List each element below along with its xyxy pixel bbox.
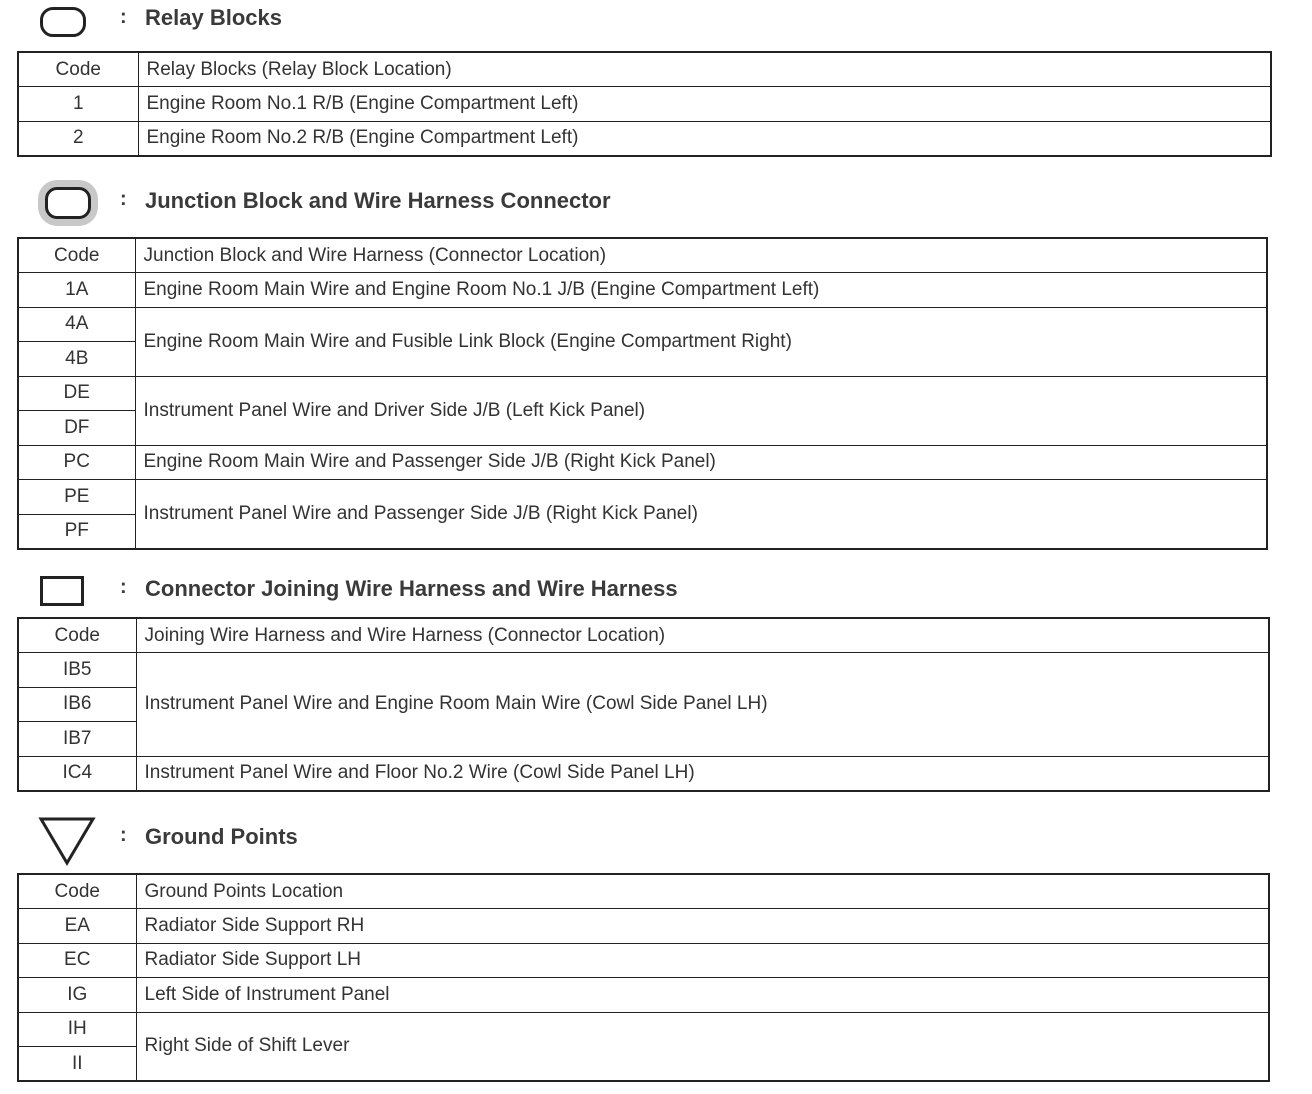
- section-header-junction-block: [0, 178, 1300, 222]
- table-row: [18, 273, 1267, 308]
- ground-point-triangle-icon: [38, 816, 96, 866]
- table-row: [18, 307, 1267, 342]
- code-cell: EC: [18, 943, 136, 978]
- table-header-row: [18, 238, 1267, 273]
- location-cell: Instrument Panel Wire and Driver Side J/B (Left Kick Panel): [135, 376, 1267, 445]
- section-title: Connector Joining Wire Harness and Wire Harness: [145, 576, 678, 601]
- code-header: Code: [18, 618, 136, 653]
- location-cell: Engine Room No.2 R/B (Engine Compartment Left): [138, 121, 1271, 156]
- table-row: [18, 978, 1269, 1013]
- connector-joining-table: [17, 617, 1270, 792]
- table-row: [18, 653, 1269, 688]
- location-header: Joining Wire Harness and Wire Harness (Connector Location): [136, 618, 1269, 653]
- location-cell: Engine Room Main Wire and Passenger Side J/B (Right Kick Panel): [135, 445, 1267, 480]
- location-header: Junction Block and Wire Harness (Connector Location): [135, 238, 1267, 273]
- location-header: Ground Points Location: [136, 874, 1269, 909]
- code-cell: 1: [18, 87, 138, 122]
- table-row: [18, 87, 1271, 122]
- location-header: Relay Blocks (Relay Block Location): [138, 52, 1271, 87]
- code-cell: IG: [18, 978, 136, 1013]
- location-cell: Right Side of Shift Lever: [136, 1012, 1269, 1081]
- code-cell: DE: [18, 376, 135, 411]
- code-header: Code: [18, 238, 135, 273]
- header-colon: :: [120, 6, 127, 28]
- code-cell: EA: [18, 909, 136, 944]
- table-header-row: [18, 618, 1269, 653]
- junction-block-table: [17, 237, 1268, 550]
- code-cell: PC: [18, 445, 135, 480]
- section-header-relay-blocks: [0, 0, 1300, 44]
- header-colon: :: [120, 824, 127, 846]
- table-row: [18, 909, 1269, 944]
- code-header: Code: [18, 52, 138, 87]
- code-cell: 4B: [18, 342, 135, 377]
- code-cell: PE: [18, 480, 135, 515]
- section-header-ground-points: [0, 812, 1300, 856]
- code-cell: IC4: [18, 756, 136, 791]
- section-title: Ground Points: [145, 824, 298, 849]
- relay-block-symbol-icon: [40, 7, 86, 37]
- section-header-connector-joining: [0, 566, 1300, 610]
- code-cell: II: [18, 1047, 136, 1082]
- table-row: [18, 376, 1267, 411]
- code-cell: 1A: [18, 273, 135, 308]
- code-cell: IB7: [18, 722, 136, 757]
- table-row: [18, 480, 1267, 515]
- table-header-row: [18, 874, 1269, 909]
- ground-points-table: [17, 873, 1270, 1082]
- location-cell: Engine Room No.1 R/B (Engine Compartment Left): [138, 87, 1271, 122]
- header-colon: :: [120, 576, 127, 598]
- code-cell: IB5: [18, 653, 136, 688]
- code-header: Code: [18, 874, 136, 909]
- location-cell: Instrument Panel Wire and Floor No.2 Wire (Cowl Side Panel LH): [136, 756, 1269, 791]
- junction-block-symbol-icon: [45, 187, 91, 219]
- table-row: [18, 121, 1271, 156]
- location-cell: Radiator Side Support LH: [136, 943, 1269, 978]
- table-row: [18, 445, 1267, 480]
- table-row: [18, 1012, 1269, 1047]
- location-cell: Instrument Panel Wire and Engine Room Main Wire (Cowl Side Panel LH): [136, 653, 1269, 757]
- code-cell: 2: [18, 121, 138, 156]
- code-cell: DF: [18, 411, 135, 446]
- section-title: Relay Blocks: [145, 5, 282, 30]
- location-cell: Left Side of Instrument Panel: [136, 978, 1269, 1013]
- table-row: [18, 756, 1269, 791]
- relay-blocks-table: [17, 51, 1272, 157]
- code-cell: 4A: [18, 307, 135, 342]
- section-title: Junction Block and Wire Harness Connector: [145, 188, 611, 213]
- table-header-row: [18, 52, 1271, 87]
- connector-symbol-icon: [40, 576, 84, 606]
- location-cell: Instrument Panel Wire and Passenger Side J/B (Right Kick Panel): [135, 480, 1267, 549]
- table-row: [18, 943, 1269, 978]
- code-cell: IB6: [18, 687, 136, 722]
- header-colon: :: [120, 188, 127, 210]
- location-cell: Radiator Side Support RH: [136, 909, 1269, 944]
- location-cell: Engine Room Main Wire and Engine Room No.1 J/B (Engine Compartment Left): [135, 273, 1267, 308]
- code-cell: PF: [18, 514, 135, 549]
- code-cell: IH: [18, 1012, 136, 1047]
- location-cell: Engine Room Main Wire and Fusible Link Block (Engine Compartment Right): [135, 307, 1267, 376]
